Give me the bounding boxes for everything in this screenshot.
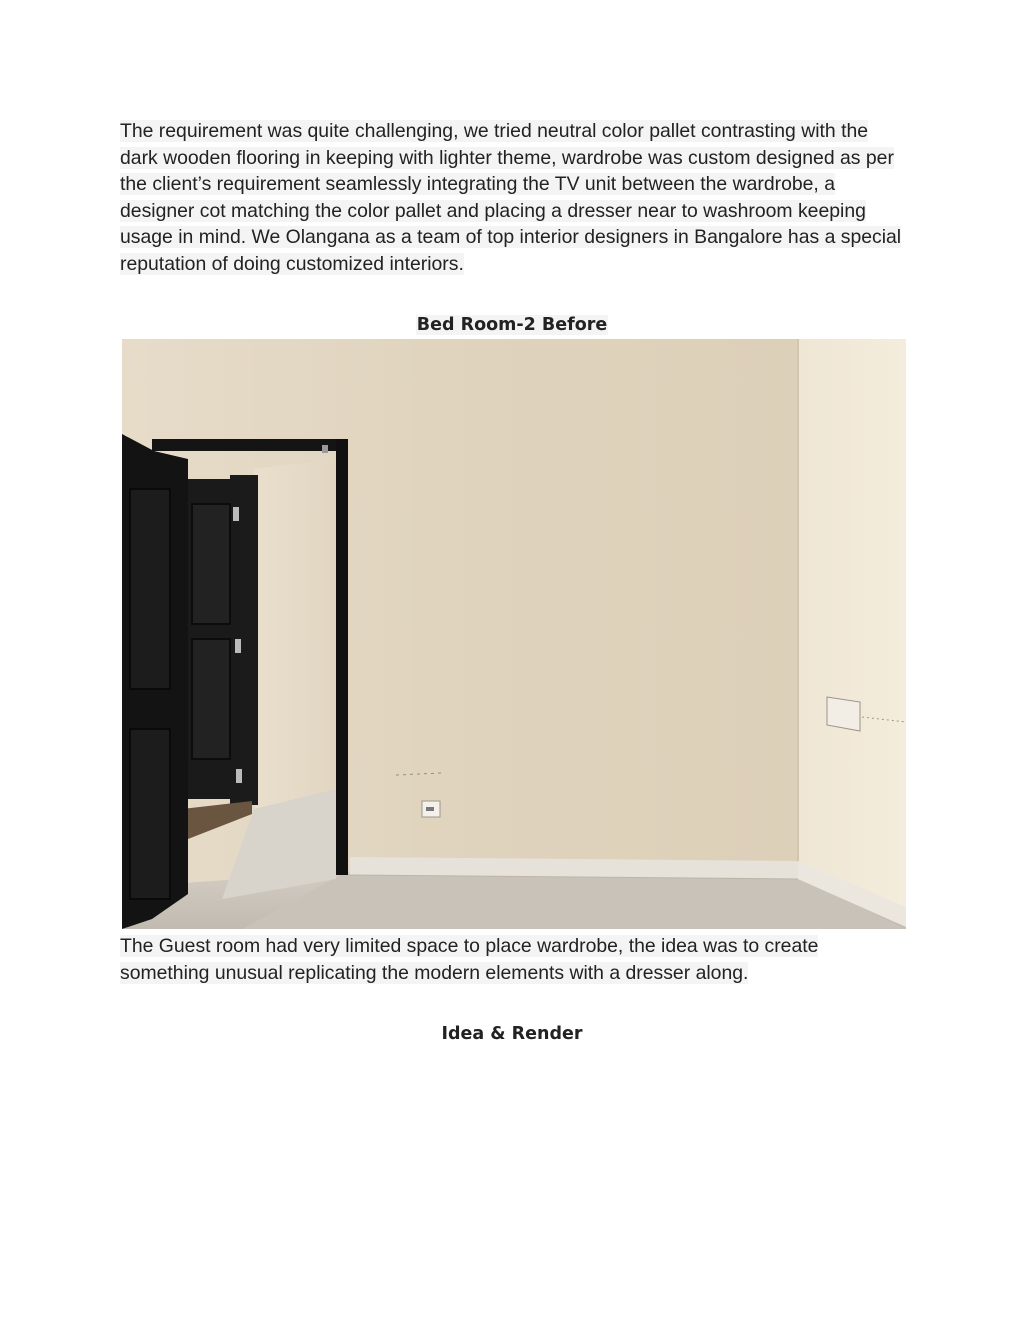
intro-paragraph-text: The requirement was quite challenging, we tried neutral color pallet contrasting with the dark wooden flooring in keeping with lighter theme, wardrobe was custom designed as per the client’s requirement seamlessly integrating the TV unit between the wardrobe, a designer cot matching the color pallet and placing a dresser near to washroom keeping usage in mind. We Olangana as a team of top interior designers in Bangalore has a special reputation of doing customized interiors. [120,120,902,275]
photo-caption [0,315,1024,335]
intro-paragraph [120,118,910,278]
section-heading-text: Idea & Render [441,1024,583,1044]
bedroom-before-photo [122,339,906,929]
photo-caption-text: Bed Room-2 Before [416,315,608,335]
guest-room-paragraph-text: The Guest room had very limited space to place wardrobe, the idea was to create something unusual replicating the modern elements with a dresser along. [120,935,819,984]
section-heading [0,1024,1024,1044]
guest-room-paragraph [120,933,910,986]
